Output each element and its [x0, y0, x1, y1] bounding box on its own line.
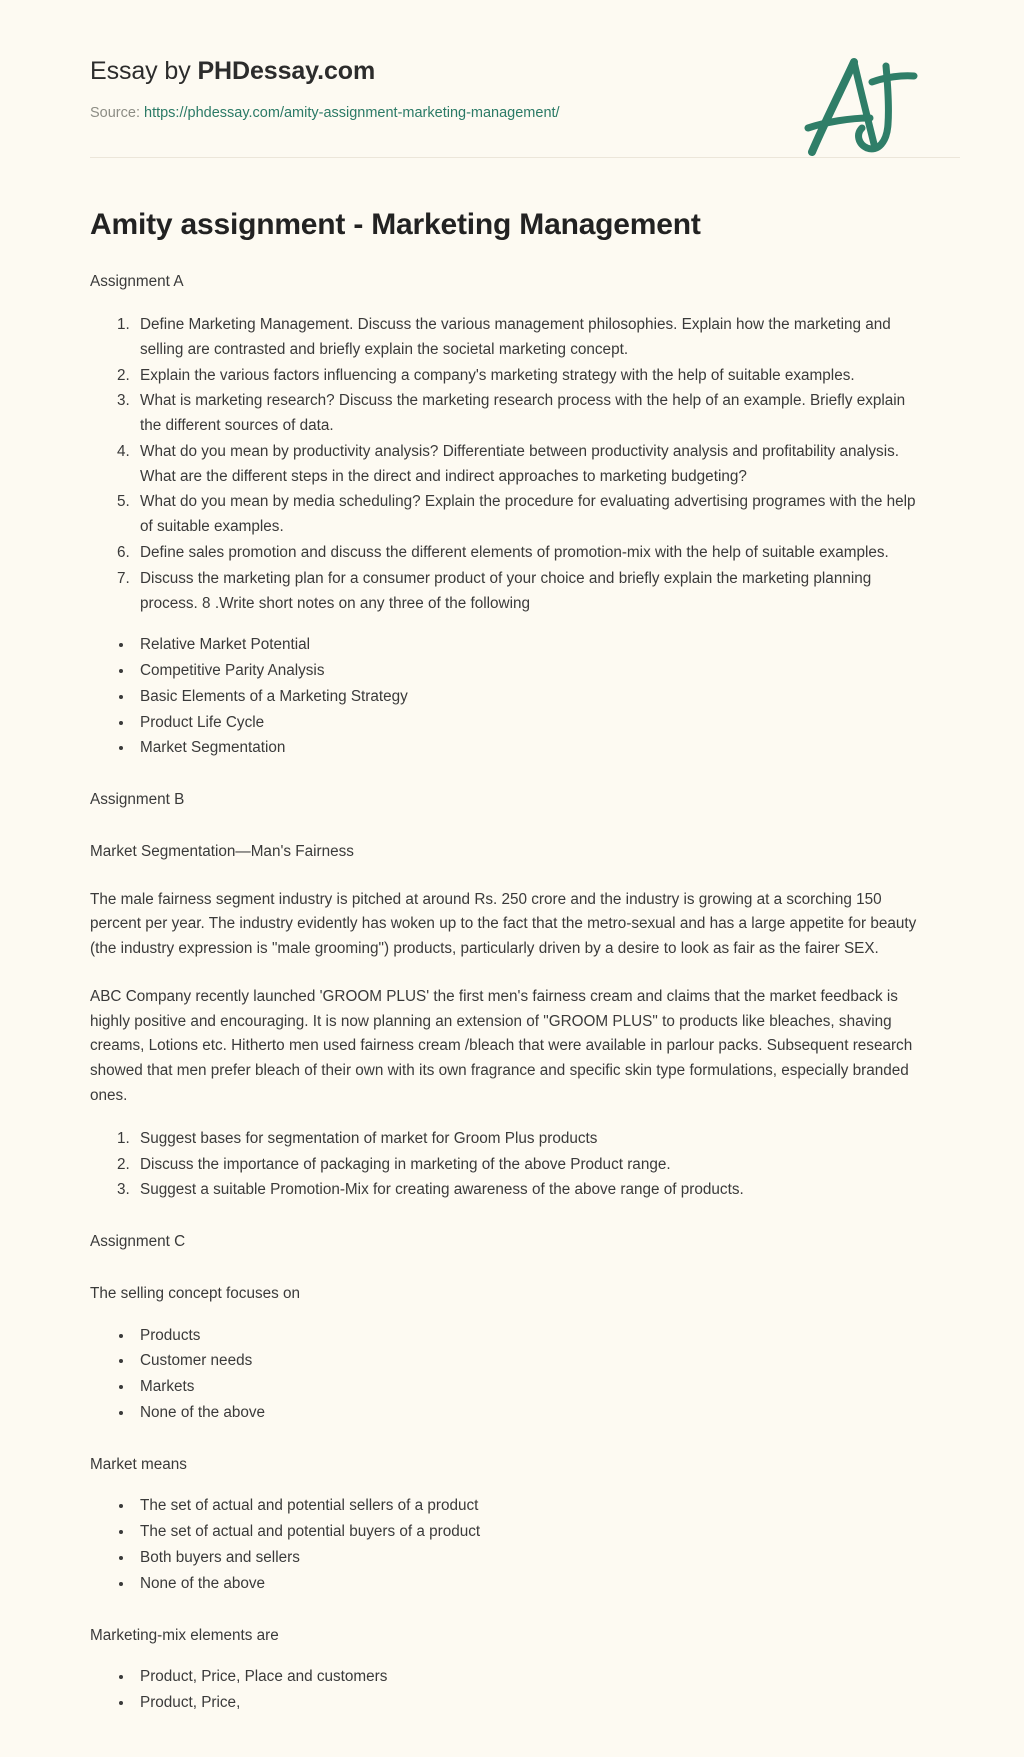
list-item: • The set of actual and potential sellers of a product — [134, 1494, 924, 1519]
list-item: 3. Suggest a suitable Promotion-Mix for creating awareness of the above range of products. — [134, 1178, 924, 1203]
list-item: 2. Discuss the importance of packaging in marketing of the above Product range. — [134, 1153, 924, 1178]
mcq-2-stem: Market means — [90, 1455, 187, 1473]
list-item: 2. Explain the various factors influencing a company's marketing strategy with the help of suitable examples. — [134, 364, 924, 389]
list-item: 3. What is marketing research? Discuss the marketing research process with the help of an example. Briefly explain the different sources of data. — [134, 389, 924, 439]
list-item: • The set of actual and potential buyers of a product — [134, 1520, 924, 1545]
list-item: • Markets — [134, 1375, 924, 1400]
list-item: 6. Define sales promotion and discuss the different elements of promotion-mix with the help of suitable examples. — [134, 541, 924, 566]
page-header — [0, 0, 1024, 158]
source-label: Source: — [90, 105, 144, 121]
brand-prefix: Essay by — [90, 57, 198, 85]
brand-name: PHDessay.com — [197, 57, 376, 85]
document-body — [0, 206, 1024, 1757]
assignment-b-paragraph-1: The male fairness segment industry is pitched at around Rs. 250 crore and the industry is growing at a scorching 150 percent per year. The industry evidently has woken up to the fact that the metro-sexual and has a large appetite for beauty (the industry expression is "male grooming") products, particularly driven by a desire to look as fair as the fairer SEX. — [90, 890, 917, 958]
page-title: Amity assignment - Marketing Management — [90, 207, 701, 241]
list-item: • Product, Price, — [134, 1691, 924, 1716]
list-item: 1. Suggest bases for segmentation of market for Groom Plus products — [134, 1127, 924, 1152]
list-item: • None of the above — [134, 1572, 924, 1597]
list-item: 4. What do you mean by productivity analysis? Differentiate between productivity analysis and profitability analysis. What are the different steps in the direct and indirect approaches to marketing budgeting? — [134, 440, 924, 490]
mcq-3-stem: Marketing-mix elements are — [90, 1626, 279, 1644]
list-item: • Competitive Parity Analysis — [134, 659, 924, 684]
list-item: • Market Segmentation — [134, 736, 924, 761]
list-item: 5. What do you mean by media scheduling? Explain the procedure for evaluating advertising programes with the help of suitable examples. — [134, 490, 924, 540]
list-item: • Products — [134, 1324, 924, 1349]
mcq-2-option-list — [90, 1494, 924, 1596]
mcq-1-option-list — [90, 1324, 924, 1426]
source-url-link[interactable]: https://phdessay.com/amity-assignment-marketing-management/ — [144, 105, 560, 121]
assignment-a-question-list — [90, 313, 924, 616]
list-item: • Product, Price, Place and customers — [134, 1665, 924, 1690]
assignment-a-heading: Assignment A — [90, 273, 184, 291]
assignment-b-subtitle: Market Segmentation—Man's Fairness — [90, 842, 354, 860]
mcq-1-stem: The selling concept focuses on — [90, 1284, 301, 1302]
list-item: • None of the above — [134, 1401, 924, 1426]
assignment-a-short-notes-list — [90, 633, 924, 761]
list-item: • Both buyers and sellers — [134, 1546, 924, 1571]
assignment-b-question-list — [90, 1127, 924, 1203]
aplus-logo-icon — [794, 44, 924, 164]
list-item: • Relative Market Potential — [134, 633, 924, 658]
list-item: • Product Life Cycle — [134, 711, 924, 736]
assignment-b-paragraph-2: ABC Company recently launched 'GROOM PLUS' the first men's fairness cream and claims that the market feedback is highly positive and encouraging. It is now planning an extension of "GROOM PLUS" to products like bleaches, shaving creams, Lotions etc. Hitherto men used fairness cream /bleach that were available in parlour packs. Subsequent research showed that men prefer bleach of their own with its own fragrance and specific skin type formulations, especially branded ones. — [90, 987, 913, 1105]
mcq-3-option-list — [90, 1665, 924, 1716]
assignment-b-heading: Assignment B — [90, 791, 185, 809]
list-item: • Basic Elements of a Marketing Strategy — [134, 685, 924, 710]
assignment-c-heading: Assignment C — [90, 1233, 186, 1251]
list-item: 7. Discuss the marketing plan for a consumer product of your choice and briefly explain the marketing planning process. 8 .Write short notes on any three of the following — [134, 567, 924, 617]
list-item: • Customer needs — [134, 1349, 924, 1374]
list-item: 1. Define Marketing Management. Discuss the various management philosophies. Explain how the marketing and selling are contrasted and briefly explain the societal marketing concept. — [134, 313, 924, 363]
